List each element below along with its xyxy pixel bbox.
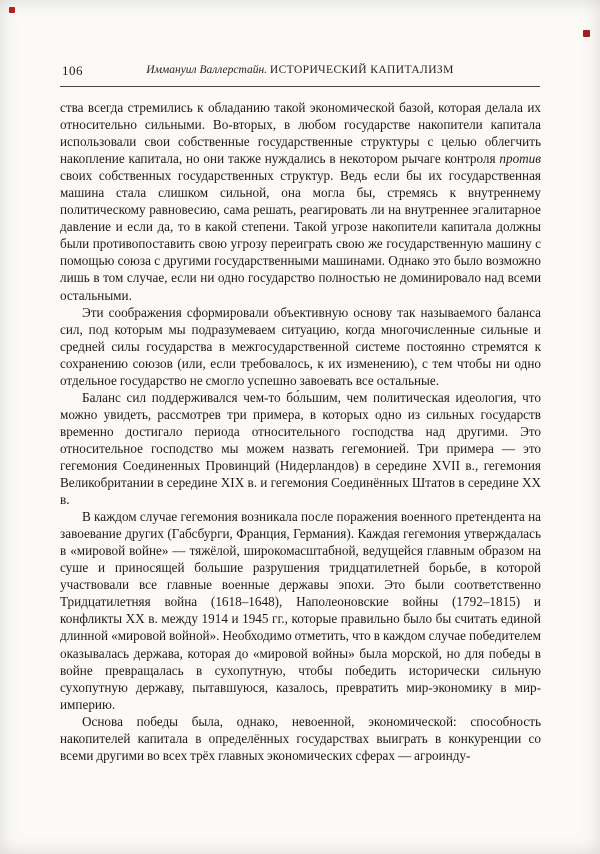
paragraph-4: В каждом случае гегемония возникала после поражения военного претендента на завоевание других (Габсбурги, Франция, Германия). Каждая гегемония утверждалась в «мировой войне» — тяжёлой, широкомасштабной, ведущейся главным образом на суше и приносящей большие разрушения тридцатилетней борьбе, в которой участвовали все главные военные державы эпохи. Это были соответственно Тридцатилетняя война (1618–1648), Наполеоновские войны (1792–1815) и конфликты XX в. между 1914 и 1945 гг., которые правильно было бы считать единой длинной «мировой войной». Необходимо отметить, что в каждом случае победителем оказывалась держава, которая до «мировой войны» была морской, но для победы в войне превращалась в сухопутную, чтобы победить исторически сильную сухопутную державу, пытавшуюся, казалось, превратить мир-экономику в мир-империю. [60,509,541,712]
paragraph-1 [60,99,541,304]
paragraph-5: Основа победы была, однако, невоенной, экономической: способность накопителей капитала в определённых государствах выиграть в конкуренции со всеми другими во всех трёх главных экономических сферах — агроинду- [60,713,541,763]
page-number: 106 [62,63,83,78]
scan-artifact-top-right [583,30,590,37]
paragraph-3: Баланс сил поддерживался чем-то бо́льшим, чем политическая идеология, что можно увидеть, рассмотрев три примера, в которых одно из сильных государств временно достигало периода относительного господства над другими. Это относительное господство мы можем назвать гегемонией. Три примера — это гегемония Соединенных Провинций (Нидерландов) в середине XVII в., гегемония Великобритании в середине XIX в. и гегемония Соединённых Штатов в середине XX в. [60,389,541,508]
author-name: Иммануил Валлерстайн. [146,64,268,76]
book-title: ИСТОРИЧЕСКИЙ КАПИТАЛИЗМ [269,64,454,76]
running-title [60,64,540,76]
paragraph-1-text-after: своих собственных государственных структур. Ведь если бы их государственная машина стала слишком сильной, она могла бы, стремясь к внутреннему политическому равновесию, сама решать, реагировать ли на внутреннее эгалитарное давление и если да, то в какой степени. Такой угрозе накопители капитала должны были противопоставить свою угрозу переиграть свою же государственную машину с помощью союза с другими государственными машинами. Однако это было возможно лишь в том случае, если ни одно государство полностью не доминировало над всеми остальными. [60,168,541,303]
paragraph-2: Эти соображения сформировали объективную основу так называемого баланса сил, под которым мы подразумеваем ситуацию, когда многочисленные сильные и средней силы государства в межгосударственной системе постоянно стремятся к сохранению союзов (или, если требовалось, к их изменению), с тем чтобы ни одно отдельное государство не смогло успешно завоевать все остальные. [60,304,541,388]
scan-artifact-top-left [9,7,15,13]
body-text-block [60,99,541,764]
header-rule [60,86,540,87]
paragraph-1-text-before: ства всегда стремились к обладанию такой экономической базой, которая делала их относительно сильными. Во-вторых, в любом государстве накопители капитала использовали свои собственные государственные структуры с целью облегчить накопление капитала, но они также нуждались в некотором рычаге контроля [60,100,541,167]
italic-word-protiv: против [499,151,541,167]
running-header [60,63,540,81]
